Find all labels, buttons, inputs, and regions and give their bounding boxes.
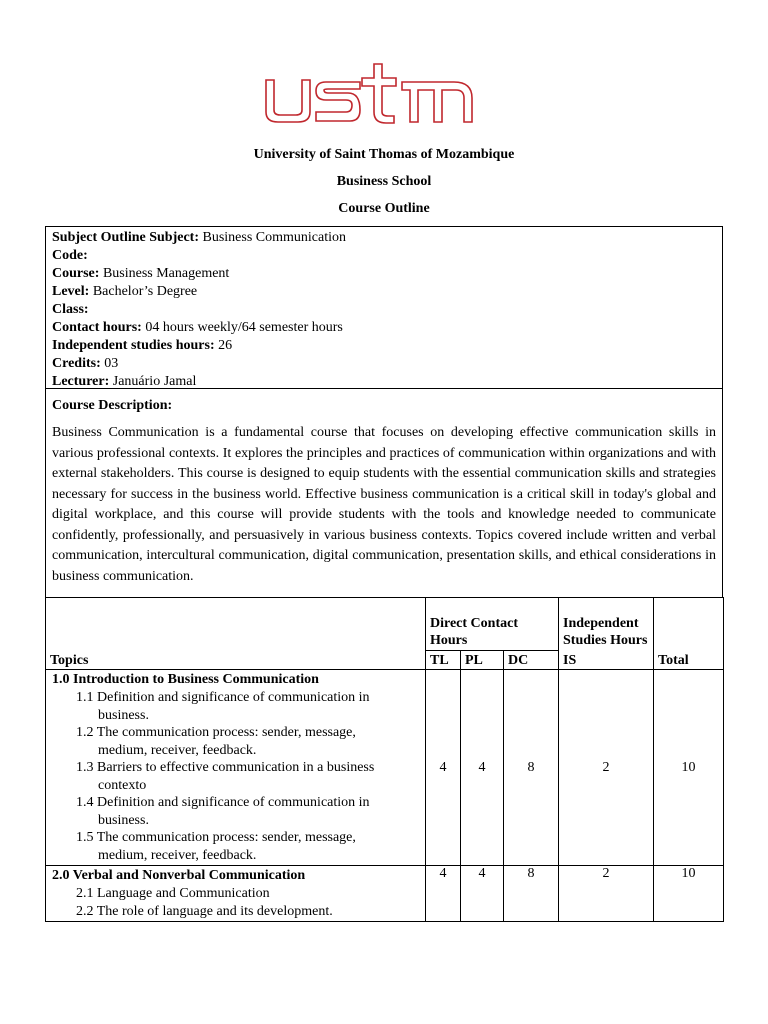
cell-tl: 4: [426, 670, 461, 866]
info-lecturer: Lecturer: Januário Jamal: [52, 374, 197, 389]
cell-is: 2: [559, 670, 654, 866]
page-title: Course Outline: [338, 201, 430, 216]
table-row: [46, 866, 724, 922]
course-description-box: [45, 388, 723, 598]
subtopic: 1.5 The communication process: sender, message, medium, receiver, feedback.: [76, 830, 356, 863]
header-tl: TL: [426, 651, 461, 670]
subtopic: 1.3 Barriers to effective communication in a business contexto: [76, 760, 375, 793]
cell-dc: 8: [504, 670, 559, 866]
subtopic: 1.4 Definition and significance of communication in business.: [76, 795, 370, 828]
cell-pl: 4: [461, 866, 504, 922]
info-class: Class:: [52, 302, 89, 317]
course-info-box: [45, 226, 723, 389]
header-direct-contact: Direct Contact Hours: [426, 598, 559, 651]
header-pl: PL: [461, 651, 504, 670]
cell-total: 10: [654, 670, 724, 866]
university-name: University of Saint Thomas of Mozambique: [253, 147, 515, 162]
university-logo: [262, 60, 478, 130]
section-title: 2.0 Verbal and Nonverbal Communication: [52, 868, 306, 883]
cell-tl: 4: [426, 866, 461, 922]
header-is: IS: [559, 651, 654, 670]
section-title: 1.0 Introduction to Business Communication: [52, 672, 319, 687]
header-topics: Topics: [46, 598, 426, 670]
cell-total: 10: [654, 866, 724, 922]
info-code: Code:: [52, 248, 88, 263]
topic-cell: [46, 866, 426, 922]
school-name: Business School: [336, 174, 432, 189]
info-subject: Subject Outline Subject: Business Communication: [52, 230, 346, 245]
info-independent-hours: Independent studies hours: 26: [52, 338, 233, 353]
header-dc: DC: [504, 651, 559, 670]
header-total: Total: [654, 598, 724, 670]
description-text: Business Communication is a fundamental course that focuses on developing effective communication skills in various professional contexts. It explores the principles and practices of communication within organizations and with external stakeholders. This course is designed to equip students with the essential communication skills and strategies necessary for success in the business world. Effective business communication is a critical skill in today's global and digital workplace, and this course will provide students with the tools and knowledge needed to communicate confidently, professionally, and persuasively in various business contexts. Topics covered include written and verbal communication, intercultural communication, digital communication, presentation skills, and ethical considerations in business communication.: [52, 425, 716, 584]
subtopic: 1.1 Definition and significance of communication in business.: [76, 690, 370, 723]
topics-table: [45, 597, 724, 922]
header-independent-studies: Independent Studies Hours: [559, 598, 654, 651]
cell-pl: 4: [461, 670, 504, 866]
table-row: [46, 670, 724, 866]
cell-dc: 8: [504, 866, 559, 922]
cell-is: 2: [559, 866, 654, 922]
topic-cell: [46, 670, 426, 866]
info-contact-hours: Contact hours: 04 hours weekly/64 semester hours: [52, 320, 343, 335]
info-credits: Credits: 03: [52, 356, 119, 371]
info-course: Course: Business Management: [52, 266, 230, 281]
subtopic: 1.2 The communication process: sender, message, medium, receiver, feedback.: [76, 725, 356, 758]
subtopic: 2.2 The role of language and its development.: [76, 903, 333, 919]
info-level: Level: Bachelor’s Degree: [52, 284, 198, 299]
subtopic: 2.1 Language and Communication: [76, 886, 270, 901]
description-title: Course Description:: [52, 398, 173, 413]
